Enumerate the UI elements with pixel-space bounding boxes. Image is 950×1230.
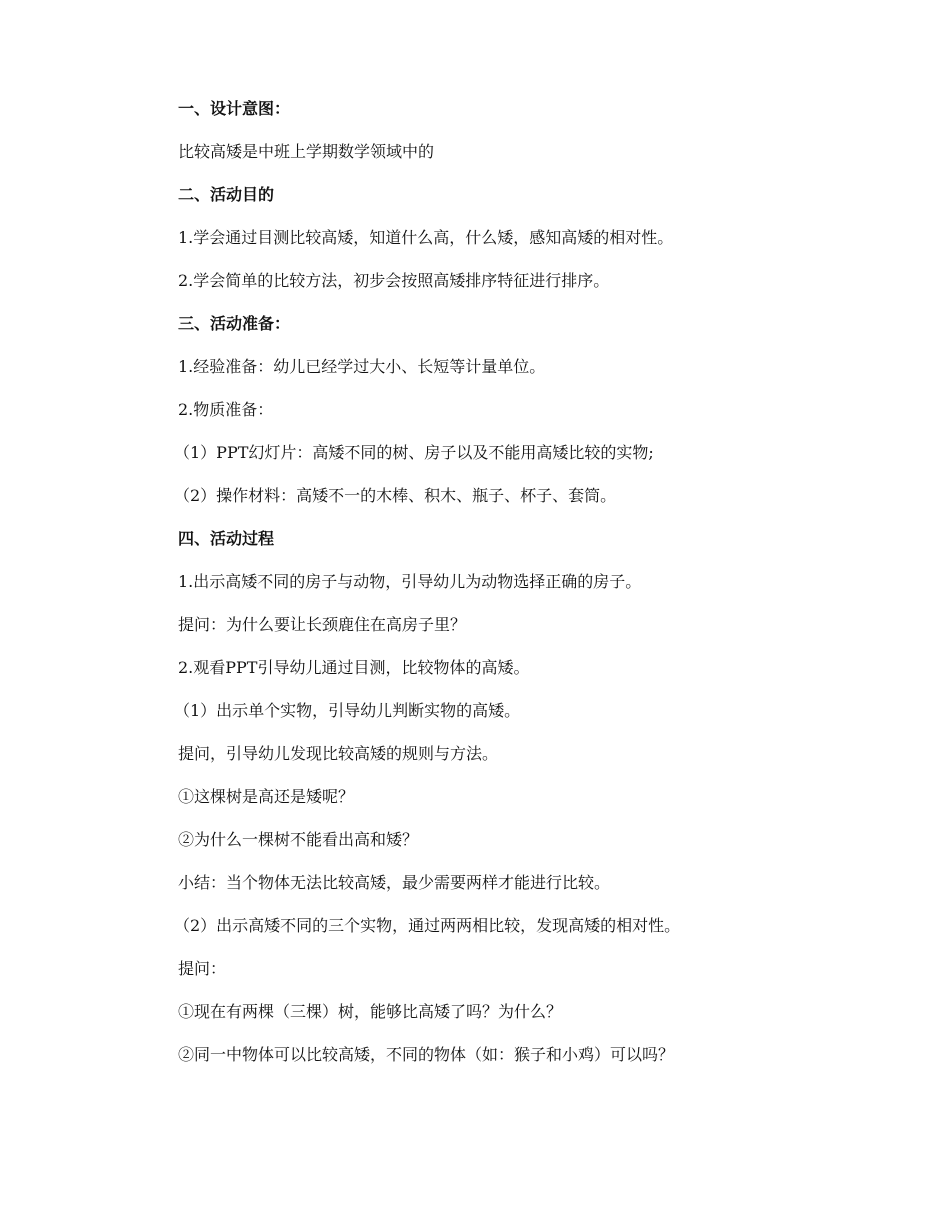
section-heading-design-intent: 一、设计意图： [178, 99, 291, 118]
paragraph-line: 提问： [178, 959, 227, 978]
paragraph-line: 1.经验准备：幼儿已经学过大小、长短等计量单位。 [178, 357, 546, 376]
paragraph-line: （2）出示高矮不同的三个实物，通过两两相比较，发现高矮的相对性。 [174, 916, 681, 935]
paragraph-line: 2.观看PPT引导幼儿通过目测，比较物体的高矮。 [178, 658, 530, 677]
paragraph-line: ①现在有两棵（三棵）树，能够比高矮了吗？为什么？ [178, 1002, 563, 1021]
paragraph-line: 提问：为什么要让长颈鹿住在高房子里？ [178, 615, 467, 634]
paragraph-line: 小结：当个物体无法比较高矮，最少需要两样才能进行比较。 [178, 873, 611, 892]
paragraph-line: ②同一中物体可以比较高矮，不同的物体（如：猴子和小鸡）可以吗？ [178, 1045, 675, 1064]
paragraph-line: 1.学会通过目测比较高矮，知道什么高，什么矮，感知高矮的相对性。 [178, 228, 674, 247]
paragraph-line: ①这棵树是高还是矮呢？ [178, 787, 355, 806]
paragraph-line: ②为什么一棵树不能看出高和矮？ [178, 830, 419, 849]
paragraph-line: 提问，引导幼儿发现比较高矮的规则与方法。 [178, 744, 499, 763]
paragraph-line: 2.物质准备： [178, 400, 274, 419]
paragraph-line: 2.学会简单的比较方法，初步会按照高矮排序特征进行排序。 [178, 271, 610, 290]
paragraph-line: 比较高矮是中班上学期数学领域中的 [178, 142, 435, 161]
paragraph-line: （1）PPT幻灯片：高矮不同的树、房子以及不能用高矮比较的实物; [174, 443, 654, 462]
section-heading-goals: 二、活动目的 [178, 185, 275, 204]
paragraph-line: 1.出示高矮不同的房子与动物，引导幼儿为动物选择正确的房子。 [178, 572, 642, 591]
paragraph-line: （1）出示单个实物，引导幼儿判断实物的高矮。 [174, 701, 521, 720]
section-heading-preparation: 三、活动准备： [178, 314, 291, 333]
section-heading-process: 四、活动过程 [178, 529, 275, 548]
paragraph-line: （2）操作材料：高矮不一的木棒、积木、瓶子、杯子、套筒。 [174, 486, 617, 505]
